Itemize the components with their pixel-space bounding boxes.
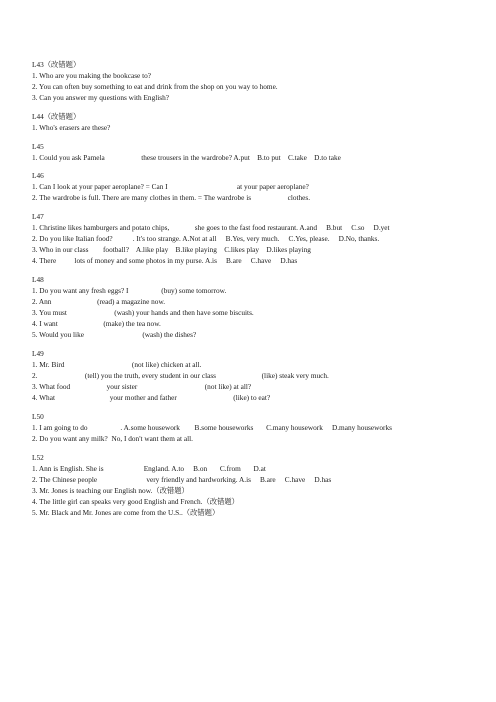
question-line: 4. The little girl can speaks very good English and French.（改错题） [32,497,239,507]
question-line: 2. The wardrobe is full. There are many clothes in them. = The wardrobe is clothes. [32,193,311,203]
section-l44 [32,111,472,133]
section-l46 [32,170,472,203]
question-line: 3. Mr. Jones is teaching our English now.（改错题） [32,486,189,496]
worksheet-page [32,59,472,526]
question-line: 2. You can often buy something to eat and drink from the shop on you way to home. [32,82,278,92]
question-line: 5. Would you like (wash) the dishes? [32,330,197,340]
question-line: 1. Christine likes hamburgers and potato chips, she goes to the fast food restaurant. A.and B.but C.so D.yet [32,223,390,233]
question-line: 3. What food your sister (not like) at all? [32,382,252,392]
question-line: 3. Can you answer my questions with English? [32,93,170,103]
section-heading: L46 [32,171,44,181]
question-line: 1. Who's erasers are these? [32,122,111,132]
section-l47 [32,211,472,266]
question-line: 1. Do you want any fresh eggs? I (buy) some tomorrow. [32,286,227,296]
section-heading: L44（改错题） [32,111,81,121]
question-line: 4. There lots of money and some photos in my purse. A.is B.are C.have D.has [32,256,298,266]
question-line: 1. I am going to do . A.some housework B.some houseworks C.many housework D.many houseworks [32,423,392,433]
question-line: 4. I want (make) the tea now. [32,319,161,329]
question-line: 5. Mr. Black and Mr. Jones are come from the U.S..（改错题） [32,508,220,518]
section-l45 [32,141,472,163]
section-heading: L48 [32,275,44,284]
section-l50 [32,411,472,444]
question-line: 2. (tell) you the truth, every student in our class (like) steak very much. [32,371,329,381]
section-heading: L52 [32,452,44,462]
section-heading: L43（改错题） [32,60,81,69]
question-line: 3. You must (wash) your hands and then have some biscuits. [32,308,254,318]
question-line: 2. Ann (read) a magazine now. [32,297,166,307]
section-heading: L50 [32,412,44,422]
question-line: 1. Could you ask Pamela these trousers in the wardrobe? A.put B.to put C.take D.to take [32,152,341,162]
question-line: 2. Do you want any milk? No, I don't want them at all. [32,434,194,444]
question-line: 3. Who in our class football? A.like play B.like playing C.likes play D.likes playing [32,245,311,255]
section-l52 [32,452,472,519]
section-heading: L47 [32,212,44,222]
section-l43 [32,59,472,103]
question-line: 2. The Chinese people very friendly and hardworking. A.is B.are C.have D.has [32,475,332,484]
section-l48 [32,274,472,341]
question-line: 1. Can I look at your paper aeroplane? = Can I at your paper aeroplane? [32,182,309,192]
question-line: 2. Do you like Italian food? . It's too strange. A.Not at all B.Yes, very much. C.Yes, please. D.No, thanks. [32,234,380,244]
question-line: 1. Ann is English. She is England. A.to B.on C.from D.at [32,463,266,473]
question-line: 1. Mr. Bird (not like) chicken at all. [32,360,202,370]
section-l49 [32,348,472,403]
section-heading: L45 [32,141,44,151]
section-heading: L49 [32,349,44,359]
question-line: 1. Who are you making the bookcase to? [32,71,152,81]
question-line: 4. What your mother and father (like) to eat? [32,393,271,403]
